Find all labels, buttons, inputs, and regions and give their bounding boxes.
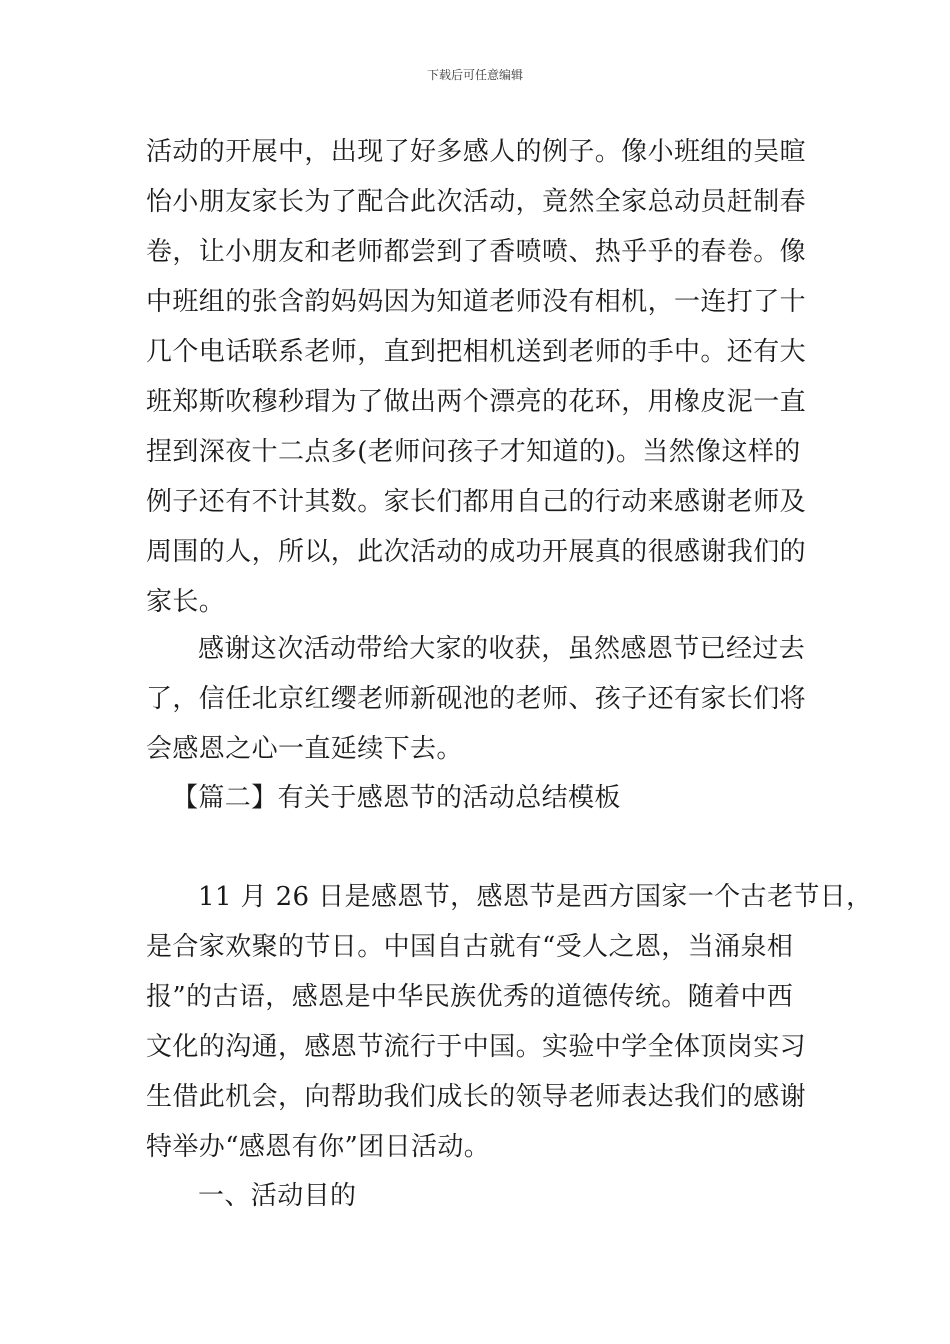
text-line: 捏到深夜十二点多(老师问孩子才知道的)。当然像这样的 xyxy=(146,437,801,467)
text-line: 感谢这次活动带给大家的收获，虽然感恩节已经过去 xyxy=(198,634,806,664)
text-line: 卷，让小朋友和老师都尝到了香喷喷、热乎乎的春卷。像 xyxy=(146,237,807,267)
text-line: 是合家欢聚的节日。中国自古就有“受人之恩，当涌泉相 xyxy=(146,932,794,962)
page-header: 下载后可任意编辑 xyxy=(426,68,523,82)
text-line: 了，信任北京红缨老师新砚池的老师、孩子还有家长们将 xyxy=(146,684,807,714)
text-line: 家长。 xyxy=(146,587,226,617)
text-line: 中班组的张含韵妈妈因为知道老师没有相机，一连打了十 xyxy=(146,287,807,317)
text-line: 特举办“感恩有你”团日活动。 xyxy=(146,1132,491,1162)
text-line: 生借此机会，向帮助我们成长的领导老师表达我们的感谢 xyxy=(146,1082,807,1112)
text-line: 会感恩之心一直延续下去。 xyxy=(146,734,463,764)
text-line: 活动的开展中，出现了好多感人的例子。像小班组的吴暄 xyxy=(146,137,807,167)
text-line: 一、活动目的 xyxy=(198,1181,357,1211)
section-heading: 【篇二】有关于感恩节的活动总结模板 xyxy=(172,783,621,813)
text-line: 例子还有不计其数。家长们都用自己的行动来感谢老师及 xyxy=(146,487,807,517)
text-line: 周围的人，所以，此次活动的成功开展真的很感谢我们的 xyxy=(146,537,807,567)
text-line: 11 月 26 日是感恩节，感恩节是西方国家一个古老节日， xyxy=(198,882,873,912)
text-line: 报”的古语，感恩是中华民族优秀的道德传统。随着中西 xyxy=(146,982,794,1012)
text-line: 怡小朋友家长为了配合此次活动，竟然全家总动员赶制春 xyxy=(146,187,807,217)
text-line: 文化的沟通，感恩节流行于中国。实验中学全体顶岗实习 xyxy=(146,1032,807,1062)
text-line: 班郑斯吹穆秒瑁为了做出两个漂亮的花环，用橡皮泥一直 xyxy=(146,387,807,417)
text-line: 几个电话联系老师，直到把相机送到老师的手中。还有大 xyxy=(146,337,807,367)
